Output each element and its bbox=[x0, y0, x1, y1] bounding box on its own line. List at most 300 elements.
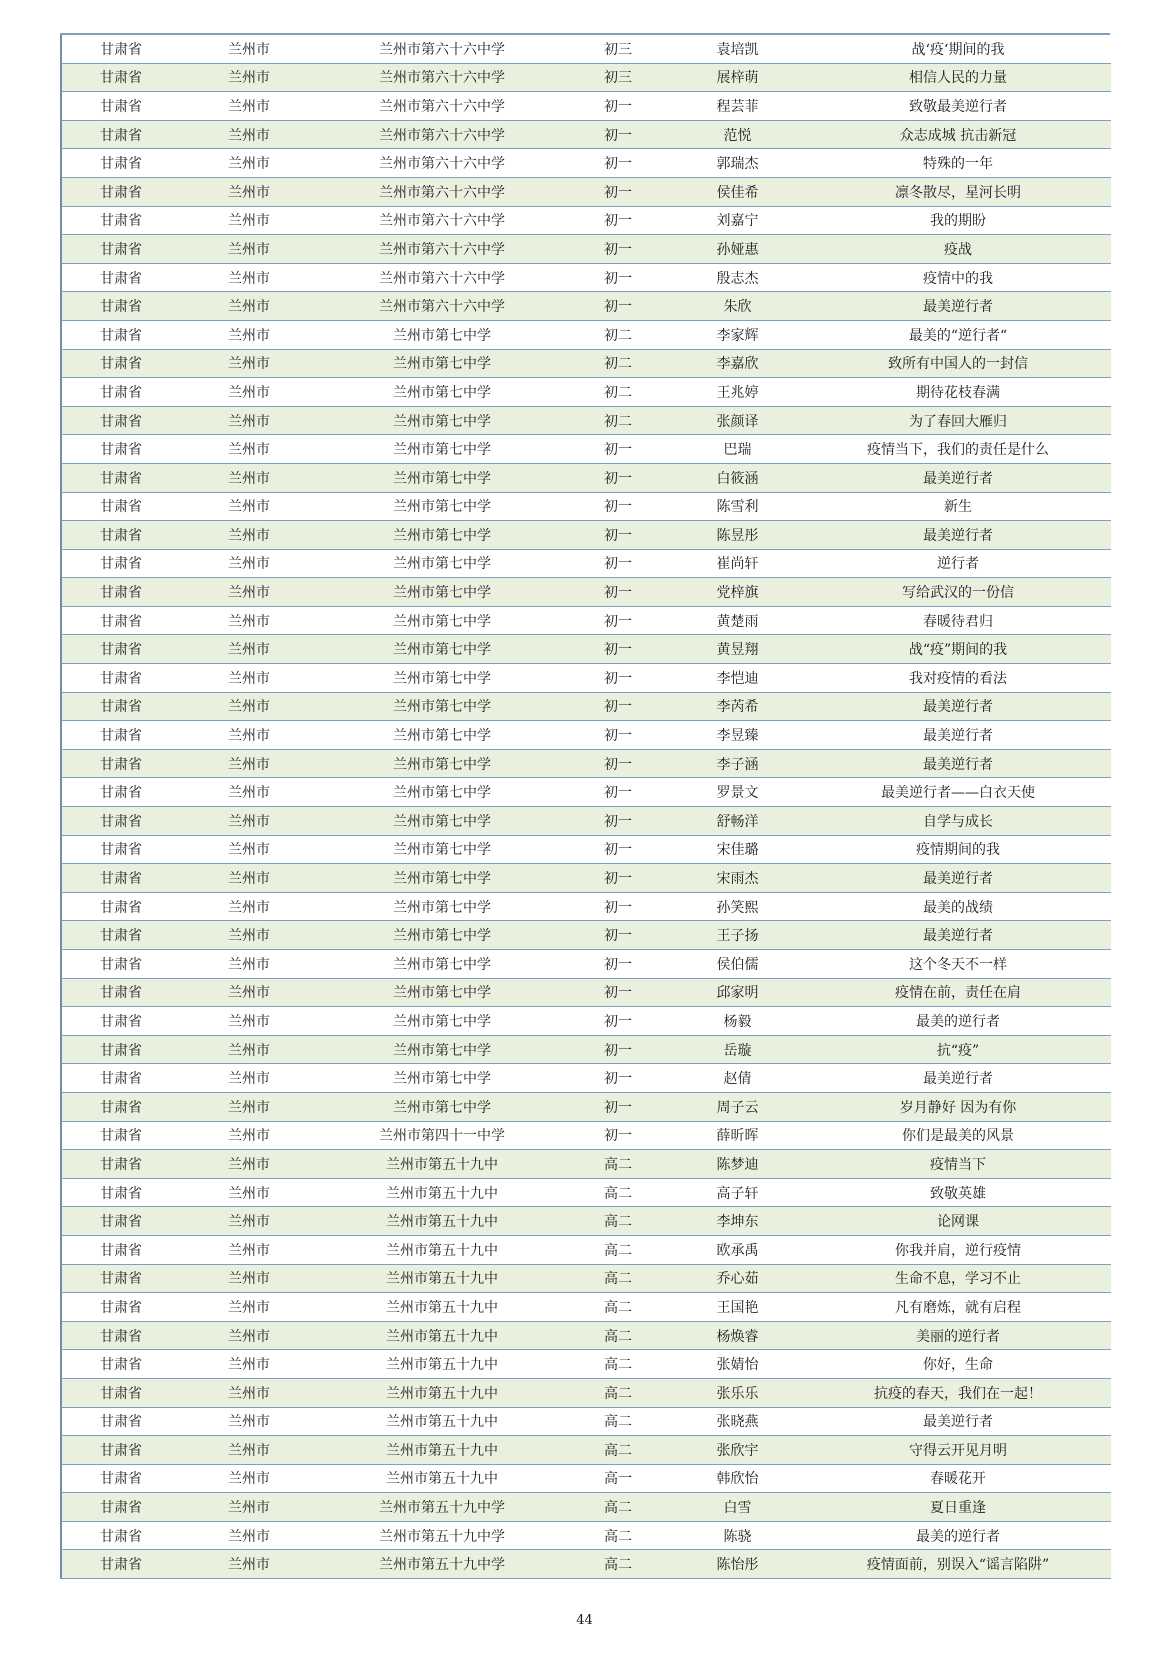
school-cell: 兰州市第六十六中学 bbox=[318, 149, 566, 178]
province-cell: 甘肃省 bbox=[61, 1121, 180, 1150]
city-cell: 兰州市 bbox=[180, 664, 318, 693]
table-row bbox=[61, 149, 1111, 178]
student-name-cell: 殷志杰 bbox=[670, 263, 805, 292]
student-name-cell: 韩欣怡 bbox=[670, 1464, 805, 1493]
school-cell: 兰州市第六十六中学 bbox=[318, 235, 566, 264]
grade-cell: 高二 bbox=[566, 1207, 670, 1236]
city-cell: 兰州市 bbox=[180, 921, 318, 950]
school-cell: 兰州市第五十九中 bbox=[318, 1464, 566, 1493]
essay-title-cell: 我的期盼 bbox=[805, 206, 1111, 235]
city-cell: 兰州市 bbox=[180, 807, 318, 836]
city-cell: 兰州市 bbox=[180, 692, 318, 721]
student-name-cell: 展梓萌 bbox=[670, 63, 805, 92]
city-cell: 兰州市 bbox=[180, 263, 318, 292]
student-name-cell: 杨焕睿 bbox=[670, 1321, 805, 1350]
city-cell: 兰州市 bbox=[180, 1321, 318, 1350]
table-row bbox=[61, 263, 1111, 292]
school-cell: 兰州市第七中学 bbox=[318, 521, 566, 550]
province-cell: 甘肃省 bbox=[61, 292, 180, 321]
student-name-cell: 宋佳璐 bbox=[670, 835, 805, 864]
province-cell: 甘肃省 bbox=[61, 1521, 180, 1550]
student-name-cell: 张欣宇 bbox=[670, 1436, 805, 1465]
school-cell: 兰州市第七中学 bbox=[318, 1007, 566, 1036]
school-cell: 兰州市第七中学 bbox=[318, 349, 566, 378]
student-name-cell: 李家辉 bbox=[670, 320, 805, 349]
province-cell: 甘肃省 bbox=[61, 1378, 180, 1407]
table-row bbox=[61, 320, 1111, 349]
school-cell: 兰州市第七中学 bbox=[318, 692, 566, 721]
student-name-cell: 陈梦迪 bbox=[670, 1150, 805, 1179]
province-cell: 甘肃省 bbox=[61, 1207, 180, 1236]
essay-title-cell: 疫情当下 bbox=[805, 1150, 1111, 1179]
city-cell: 兰州市 bbox=[180, 1436, 318, 1465]
student-name-cell: 宋雨杰 bbox=[670, 864, 805, 893]
table-row bbox=[61, 1264, 1111, 1293]
grade-cell: 初三 bbox=[566, 35, 670, 63]
school-cell: 兰州市第四十一中学 bbox=[318, 1121, 566, 1150]
province-cell: 甘肃省 bbox=[61, 921, 180, 950]
grade-cell: 初一 bbox=[566, 749, 670, 778]
essay-title-cell: 你们是最美的风景 bbox=[805, 1121, 1111, 1150]
school-cell: 兰州市第七中学 bbox=[318, 721, 566, 750]
city-cell: 兰州市 bbox=[180, 463, 318, 492]
student-name-cell: 张晓燕 bbox=[670, 1407, 805, 1436]
province-cell: 甘肃省 bbox=[61, 692, 180, 721]
essay-title-cell: 最美逆行者 bbox=[805, 1064, 1111, 1093]
student-name-cell: 张乐乐 bbox=[670, 1378, 805, 1407]
table-row bbox=[61, 492, 1111, 521]
grade-cell: 初一 bbox=[566, 492, 670, 521]
grade-cell: 高二 bbox=[566, 1378, 670, 1407]
school-cell: 兰州市第七中学 bbox=[318, 1035, 566, 1064]
city-cell: 兰州市 bbox=[180, 1235, 318, 1264]
student-name-cell: 高子轩 bbox=[670, 1178, 805, 1207]
table-row bbox=[61, 749, 1111, 778]
grade-cell: 初一 bbox=[566, 292, 670, 321]
essay-title-cell: 最美逆行者 bbox=[805, 749, 1111, 778]
province-cell: 甘肃省 bbox=[61, 1293, 180, 1322]
school-cell: 兰州市第五十九中 bbox=[318, 1264, 566, 1293]
essay-title-cell: 战“疫”期间的我 bbox=[805, 635, 1111, 664]
city-cell: 兰州市 bbox=[180, 1464, 318, 1493]
essay-title-cell: 疫情在前，责任在肩 bbox=[805, 978, 1111, 1007]
city-cell: 兰州市 bbox=[180, 1521, 318, 1550]
student-name-cell: 崔尚轩 bbox=[670, 549, 805, 578]
essay-title-cell: 最美逆行者 bbox=[805, 721, 1111, 750]
table-row bbox=[61, 1007, 1111, 1036]
student-name-cell: 欧承禹 bbox=[670, 1235, 805, 1264]
province-cell: 甘肃省 bbox=[61, 664, 180, 693]
table-row bbox=[61, 463, 1111, 492]
school-cell: 兰州市第七中学 bbox=[318, 635, 566, 664]
table-row bbox=[61, 1550, 1111, 1579]
school-cell: 兰州市第五十九中 bbox=[318, 1378, 566, 1407]
school-cell: 兰州市第七中学 bbox=[318, 835, 566, 864]
province-cell: 甘肃省 bbox=[61, 1092, 180, 1121]
grade-cell: 初一 bbox=[566, 1092, 670, 1121]
grade-cell: 高二 bbox=[566, 1407, 670, 1436]
student-name-cell: 王兆婷 bbox=[670, 378, 805, 407]
table-row bbox=[61, 950, 1111, 979]
grade-cell: 高二 bbox=[566, 1178, 670, 1207]
city-cell: 兰州市 bbox=[180, 1178, 318, 1207]
table-row bbox=[61, 578, 1111, 607]
province-cell: 甘肃省 bbox=[61, 1321, 180, 1350]
essay-title-cell: 疫情期间的我 bbox=[805, 835, 1111, 864]
school-cell: 兰州市第五十九中学 bbox=[318, 1493, 566, 1522]
school-cell: 兰州市第七中学 bbox=[318, 892, 566, 921]
city-cell: 兰州市 bbox=[180, 1007, 318, 1036]
city-cell: 兰州市 bbox=[180, 549, 318, 578]
essay-title-cell: 最美逆行者——白衣天使 bbox=[805, 778, 1111, 807]
city-cell: 兰州市 bbox=[180, 1407, 318, 1436]
grade-cell: 高二 bbox=[566, 1150, 670, 1179]
essay-title-cell: 最美逆行者 bbox=[805, 292, 1111, 321]
table-row bbox=[61, 63, 1111, 92]
school-cell: 兰州市第七中学 bbox=[318, 578, 566, 607]
essay-title-cell: 最美逆行者 bbox=[805, 864, 1111, 893]
school-cell: 兰州市第七中学 bbox=[318, 978, 566, 1007]
school-cell: 兰州市第六十六中学 bbox=[318, 35, 566, 63]
grade-cell: 初一 bbox=[566, 664, 670, 693]
grade-cell: 初一 bbox=[566, 864, 670, 893]
essay-title-cell: 最美逆行者 bbox=[805, 692, 1111, 721]
city-cell: 兰州市 bbox=[180, 778, 318, 807]
province-cell: 甘肃省 bbox=[61, 1407, 180, 1436]
school-cell: 兰州市第五十九中 bbox=[318, 1150, 566, 1179]
table-row bbox=[61, 1150, 1111, 1179]
school-cell: 兰州市第五十九中 bbox=[318, 1178, 566, 1207]
province-cell: 甘肃省 bbox=[61, 235, 180, 264]
table-row bbox=[61, 1464, 1111, 1493]
city-cell: 兰州市 bbox=[180, 1378, 318, 1407]
grade-cell: 初一 bbox=[566, 120, 670, 149]
province-cell: 甘肃省 bbox=[61, 950, 180, 979]
student-name-cell: 赵倩 bbox=[670, 1064, 805, 1093]
province-cell: 甘肃省 bbox=[61, 63, 180, 92]
table-row bbox=[61, 1293, 1111, 1322]
province-cell: 甘肃省 bbox=[61, 320, 180, 349]
province-cell: 甘肃省 bbox=[61, 1550, 180, 1579]
essay-title-cell: 夏日重逢 bbox=[805, 1493, 1111, 1522]
essay-title-cell: 致敬英雄 bbox=[805, 1178, 1111, 1207]
student-name-cell: 乔心茹 bbox=[670, 1264, 805, 1293]
province-cell: 甘肃省 bbox=[61, 378, 180, 407]
student-name-cell: 李坤东 bbox=[670, 1207, 805, 1236]
city-cell: 兰州市 bbox=[180, 606, 318, 635]
city-cell: 兰州市 bbox=[180, 235, 318, 264]
city-cell: 兰州市 bbox=[180, 492, 318, 521]
grade-cell: 初一 bbox=[566, 635, 670, 664]
table-row bbox=[61, 635, 1111, 664]
grade-cell: 高二 bbox=[566, 1264, 670, 1293]
city-cell: 兰州市 bbox=[180, 292, 318, 321]
grade-cell: 初一 bbox=[566, 892, 670, 921]
table-row bbox=[61, 606, 1111, 635]
student-name-cell: 陈怡彤 bbox=[670, 1550, 805, 1579]
province-cell: 甘肃省 bbox=[61, 1264, 180, 1293]
province-cell: 甘肃省 bbox=[61, 835, 180, 864]
table-row bbox=[61, 1235, 1111, 1264]
table-row bbox=[61, 692, 1111, 721]
grade-cell: 高二 bbox=[566, 1493, 670, 1522]
school-cell: 兰州市第七中学 bbox=[318, 1092, 566, 1121]
student-name-cell: 党梓旗 bbox=[670, 578, 805, 607]
table-row bbox=[61, 1178, 1111, 1207]
city-cell: 兰州市 bbox=[180, 1035, 318, 1064]
province-cell: 甘肃省 bbox=[61, 1150, 180, 1179]
table-row bbox=[61, 1436, 1111, 1465]
grade-cell: 高二 bbox=[566, 1436, 670, 1465]
grade-cell: 初三 bbox=[566, 63, 670, 92]
student-name-cell: 陈雪利 bbox=[670, 492, 805, 521]
table-row bbox=[61, 235, 1111, 264]
student-name-cell: 舒畅洋 bbox=[670, 807, 805, 836]
school-cell: 兰州市第五十九中学 bbox=[318, 1550, 566, 1579]
table-row bbox=[61, 35, 1111, 63]
province-cell: 甘肃省 bbox=[61, 1064, 180, 1093]
grade-cell: 初一 bbox=[566, 521, 670, 550]
student-name-cell: 陈骁 bbox=[670, 1521, 805, 1550]
school-cell: 兰州市第六十六中学 bbox=[318, 120, 566, 149]
province-cell: 甘肃省 bbox=[61, 406, 180, 435]
school-cell: 兰州市第七中学 bbox=[318, 1064, 566, 1093]
grade-cell: 初一 bbox=[566, 235, 670, 264]
province-cell: 甘肃省 bbox=[61, 721, 180, 750]
student-name-cell: 侯佳希 bbox=[670, 177, 805, 206]
essay-title-cell: 论网课 bbox=[805, 1207, 1111, 1236]
school-cell: 兰州市第五十九中学 bbox=[318, 1521, 566, 1550]
essay-title-cell: 众志成城 抗击新冠 bbox=[805, 120, 1111, 149]
table-row bbox=[61, 1035, 1111, 1064]
grade-cell: 初一 bbox=[566, 149, 670, 178]
essay-title-cell: 守得云开见月明 bbox=[805, 1436, 1111, 1465]
school-cell: 兰州市第七中学 bbox=[318, 463, 566, 492]
student-name-cell: 陈昱彤 bbox=[670, 521, 805, 550]
essay-title-cell: 美丽的逆行者 bbox=[805, 1321, 1111, 1350]
student-name-cell: 郭瑞杰 bbox=[670, 149, 805, 178]
table-row bbox=[61, 864, 1111, 893]
student-name-cell: 张婧怡 bbox=[670, 1350, 805, 1379]
student-name-cell: 李芮希 bbox=[670, 692, 805, 721]
student-name-cell: 刘嘉宁 bbox=[670, 206, 805, 235]
school-cell: 兰州市第五十九中 bbox=[318, 1293, 566, 1322]
school-cell: 兰州市第七中学 bbox=[318, 320, 566, 349]
province-cell: 甘肃省 bbox=[61, 435, 180, 464]
student-name-cell: 李恺迪 bbox=[670, 664, 805, 693]
city-cell: 兰州市 bbox=[180, 749, 318, 778]
submission-table bbox=[60, 35, 1111, 1579]
essay-title-cell: 凛冬散尽，星河长明 bbox=[805, 177, 1111, 206]
province-cell: 甘肃省 bbox=[61, 1493, 180, 1522]
grade-cell: 高二 bbox=[566, 1350, 670, 1379]
city-cell: 兰州市 bbox=[180, 1550, 318, 1579]
student-name-cell: 孙笑熙 bbox=[670, 892, 805, 921]
city-cell: 兰州市 bbox=[180, 378, 318, 407]
school-cell: 兰州市第六十六中学 bbox=[318, 263, 566, 292]
grade-cell: 初二 bbox=[566, 320, 670, 349]
province-cell: 甘肃省 bbox=[61, 149, 180, 178]
grade-cell: 初二 bbox=[566, 349, 670, 378]
school-cell: 兰州市第七中学 bbox=[318, 549, 566, 578]
student-name-cell: 孙娅惠 bbox=[670, 235, 805, 264]
grade-cell: 初一 bbox=[566, 1121, 670, 1150]
student-name-cell: 白筱涵 bbox=[670, 463, 805, 492]
essay-title-cell: 最美的战绩 bbox=[805, 892, 1111, 921]
essay-title-cell: 春暖待君归 bbox=[805, 606, 1111, 635]
student-name-cell: 范悦 bbox=[670, 120, 805, 149]
city-cell: 兰州市 bbox=[180, 578, 318, 607]
essay-title-cell: 抗疫的春天，我们在一起！ bbox=[805, 1378, 1111, 1407]
city-cell: 兰州市 bbox=[180, 406, 318, 435]
table-row bbox=[61, 807, 1111, 836]
essay-title-cell: 致所有中国人的一封信 bbox=[805, 349, 1111, 378]
grade-cell: 初一 bbox=[566, 1035, 670, 1064]
grade-cell: 初一 bbox=[566, 549, 670, 578]
grade-cell: 高二 bbox=[566, 1293, 670, 1322]
province-cell: 甘肃省 bbox=[61, 92, 180, 121]
table-row bbox=[61, 349, 1111, 378]
city-cell: 兰州市 bbox=[180, 1150, 318, 1179]
table-row bbox=[61, 120, 1111, 149]
province-cell: 甘肃省 bbox=[61, 206, 180, 235]
city-cell: 兰州市 bbox=[180, 521, 318, 550]
table-row bbox=[61, 406, 1111, 435]
province-cell: 甘肃省 bbox=[61, 549, 180, 578]
essay-title-cell: 疫情当下，我们的责任是什么 bbox=[805, 435, 1111, 464]
school-cell: 兰州市第五十九中 bbox=[318, 1436, 566, 1465]
essay-title-cell: 致敬最美逆行者 bbox=[805, 92, 1111, 121]
province-cell: 甘肃省 bbox=[61, 807, 180, 836]
school-cell: 兰州市第七中学 bbox=[318, 492, 566, 521]
grade-cell: 初一 bbox=[566, 692, 670, 721]
school-cell: 兰州市第六十六中学 bbox=[318, 292, 566, 321]
province-cell: 甘肃省 bbox=[61, 1436, 180, 1465]
city-cell: 兰州市 bbox=[180, 978, 318, 1007]
province-cell: 甘肃省 bbox=[61, 978, 180, 1007]
city-cell: 兰州市 bbox=[180, 635, 318, 664]
city-cell: 兰州市 bbox=[180, 892, 318, 921]
grade-cell: 初一 bbox=[566, 463, 670, 492]
essay-title-cell: 最美逆行者 bbox=[805, 921, 1111, 950]
province-cell: 甘肃省 bbox=[61, 1007, 180, 1036]
table-row bbox=[61, 177, 1111, 206]
table-row bbox=[61, 1064, 1111, 1093]
table-row bbox=[61, 435, 1111, 464]
grade-cell: 初一 bbox=[566, 721, 670, 750]
essay-title-cell: 岁月静好 因为有你 bbox=[805, 1092, 1111, 1121]
province-cell: 甘肃省 bbox=[61, 492, 180, 521]
student-name-cell: 程芸菲 bbox=[670, 92, 805, 121]
province-cell: 甘肃省 bbox=[61, 892, 180, 921]
table-row bbox=[61, 1407, 1111, 1436]
essay-title-cell: 最美逆行者 bbox=[805, 463, 1111, 492]
student-name-cell: 薛昕晖 bbox=[670, 1121, 805, 1150]
essay-title-cell: 春暖花开 bbox=[805, 1464, 1111, 1493]
province-cell: 甘肃省 bbox=[61, 635, 180, 664]
table-row bbox=[61, 1521, 1111, 1550]
city-cell: 兰州市 bbox=[180, 92, 318, 121]
grade-cell: 高二 bbox=[566, 1550, 670, 1579]
student-name-cell: 王子扬 bbox=[670, 921, 805, 950]
grade-cell: 初二 bbox=[566, 406, 670, 435]
student-name-cell: 王国艳 bbox=[670, 1293, 805, 1322]
table-row bbox=[61, 549, 1111, 578]
grade-cell: 初一 bbox=[566, 263, 670, 292]
grade-cell: 初二 bbox=[566, 378, 670, 407]
submission-table-container bbox=[60, 33, 1110, 1579]
school-cell: 兰州市第七中学 bbox=[318, 435, 566, 464]
city-cell: 兰州市 bbox=[180, 320, 318, 349]
province-cell: 甘肃省 bbox=[61, 263, 180, 292]
table-row bbox=[61, 1378, 1111, 1407]
city-cell: 兰州市 bbox=[180, 435, 318, 464]
essay-title-cell: 凡有磨炼，就有启程 bbox=[805, 1293, 1111, 1322]
school-cell: 兰州市第七中学 bbox=[318, 807, 566, 836]
grade-cell: 初一 bbox=[566, 807, 670, 836]
province-cell: 甘肃省 bbox=[61, 1178, 180, 1207]
grade-cell: 初一 bbox=[566, 578, 670, 607]
city-cell: 兰州市 bbox=[180, 63, 318, 92]
grade-cell: 高一 bbox=[566, 1464, 670, 1493]
table-row bbox=[61, 921, 1111, 950]
student-name-cell: 邱家明 bbox=[670, 978, 805, 1007]
school-cell: 兰州市第五十九中 bbox=[318, 1235, 566, 1264]
table-row bbox=[61, 206, 1111, 235]
student-name-cell: 黄楚雨 bbox=[670, 606, 805, 635]
grade-cell: 初一 bbox=[566, 1064, 670, 1093]
school-cell: 兰州市第五十九中 bbox=[318, 1407, 566, 1436]
school-cell: 兰州市第七中学 bbox=[318, 864, 566, 893]
school-cell: 兰州市第六十六中学 bbox=[318, 92, 566, 121]
province-cell: 甘肃省 bbox=[61, 35, 180, 63]
essay-title-cell: 特殊的一年 bbox=[805, 149, 1111, 178]
essay-title-cell: 你我并肩，逆行疫情 bbox=[805, 1235, 1111, 1264]
essay-title-cell: 疫战 bbox=[805, 235, 1111, 264]
province-cell: 甘肃省 bbox=[61, 463, 180, 492]
grade-cell: 初一 bbox=[566, 921, 670, 950]
city-cell: 兰州市 bbox=[180, 1293, 318, 1322]
student-name-cell: 罗景文 bbox=[670, 778, 805, 807]
essay-title-cell: 疫情面前，别误入“谣言陷阱” bbox=[805, 1550, 1111, 1579]
table-body bbox=[61, 35, 1111, 1579]
student-name-cell: 周子云 bbox=[670, 1092, 805, 1121]
city-cell: 兰州市 bbox=[180, 1121, 318, 1150]
grade-cell: 初一 bbox=[566, 435, 670, 464]
city-cell: 兰州市 bbox=[180, 1092, 318, 1121]
student-name-cell: 杨毅 bbox=[670, 1007, 805, 1036]
table-row bbox=[61, 835, 1111, 864]
student-name-cell: 巴瑞 bbox=[670, 435, 805, 464]
student-name-cell: 李嘉欣 bbox=[670, 349, 805, 378]
essay-title-cell: 新生 bbox=[805, 492, 1111, 521]
grade-cell: 初一 bbox=[566, 978, 670, 1007]
table-row bbox=[61, 521, 1111, 550]
essay-title-cell: 最美的逆行者 bbox=[805, 1007, 1111, 1036]
province-cell: 甘肃省 bbox=[61, 1035, 180, 1064]
school-cell: 兰州市第六十六中学 bbox=[318, 206, 566, 235]
school-cell: 兰州市第七中学 bbox=[318, 950, 566, 979]
grade-cell: 初一 bbox=[566, 92, 670, 121]
city-cell: 兰州市 bbox=[180, 835, 318, 864]
table-row bbox=[61, 92, 1111, 121]
province-cell: 甘肃省 bbox=[61, 606, 180, 635]
school-cell: 兰州市第六十六中学 bbox=[318, 177, 566, 206]
school-cell: 兰州市第七中学 bbox=[318, 921, 566, 950]
table-row bbox=[61, 892, 1111, 921]
essay-title-cell: 最美逆行者 bbox=[805, 521, 1111, 550]
grade-cell: 初一 bbox=[566, 950, 670, 979]
